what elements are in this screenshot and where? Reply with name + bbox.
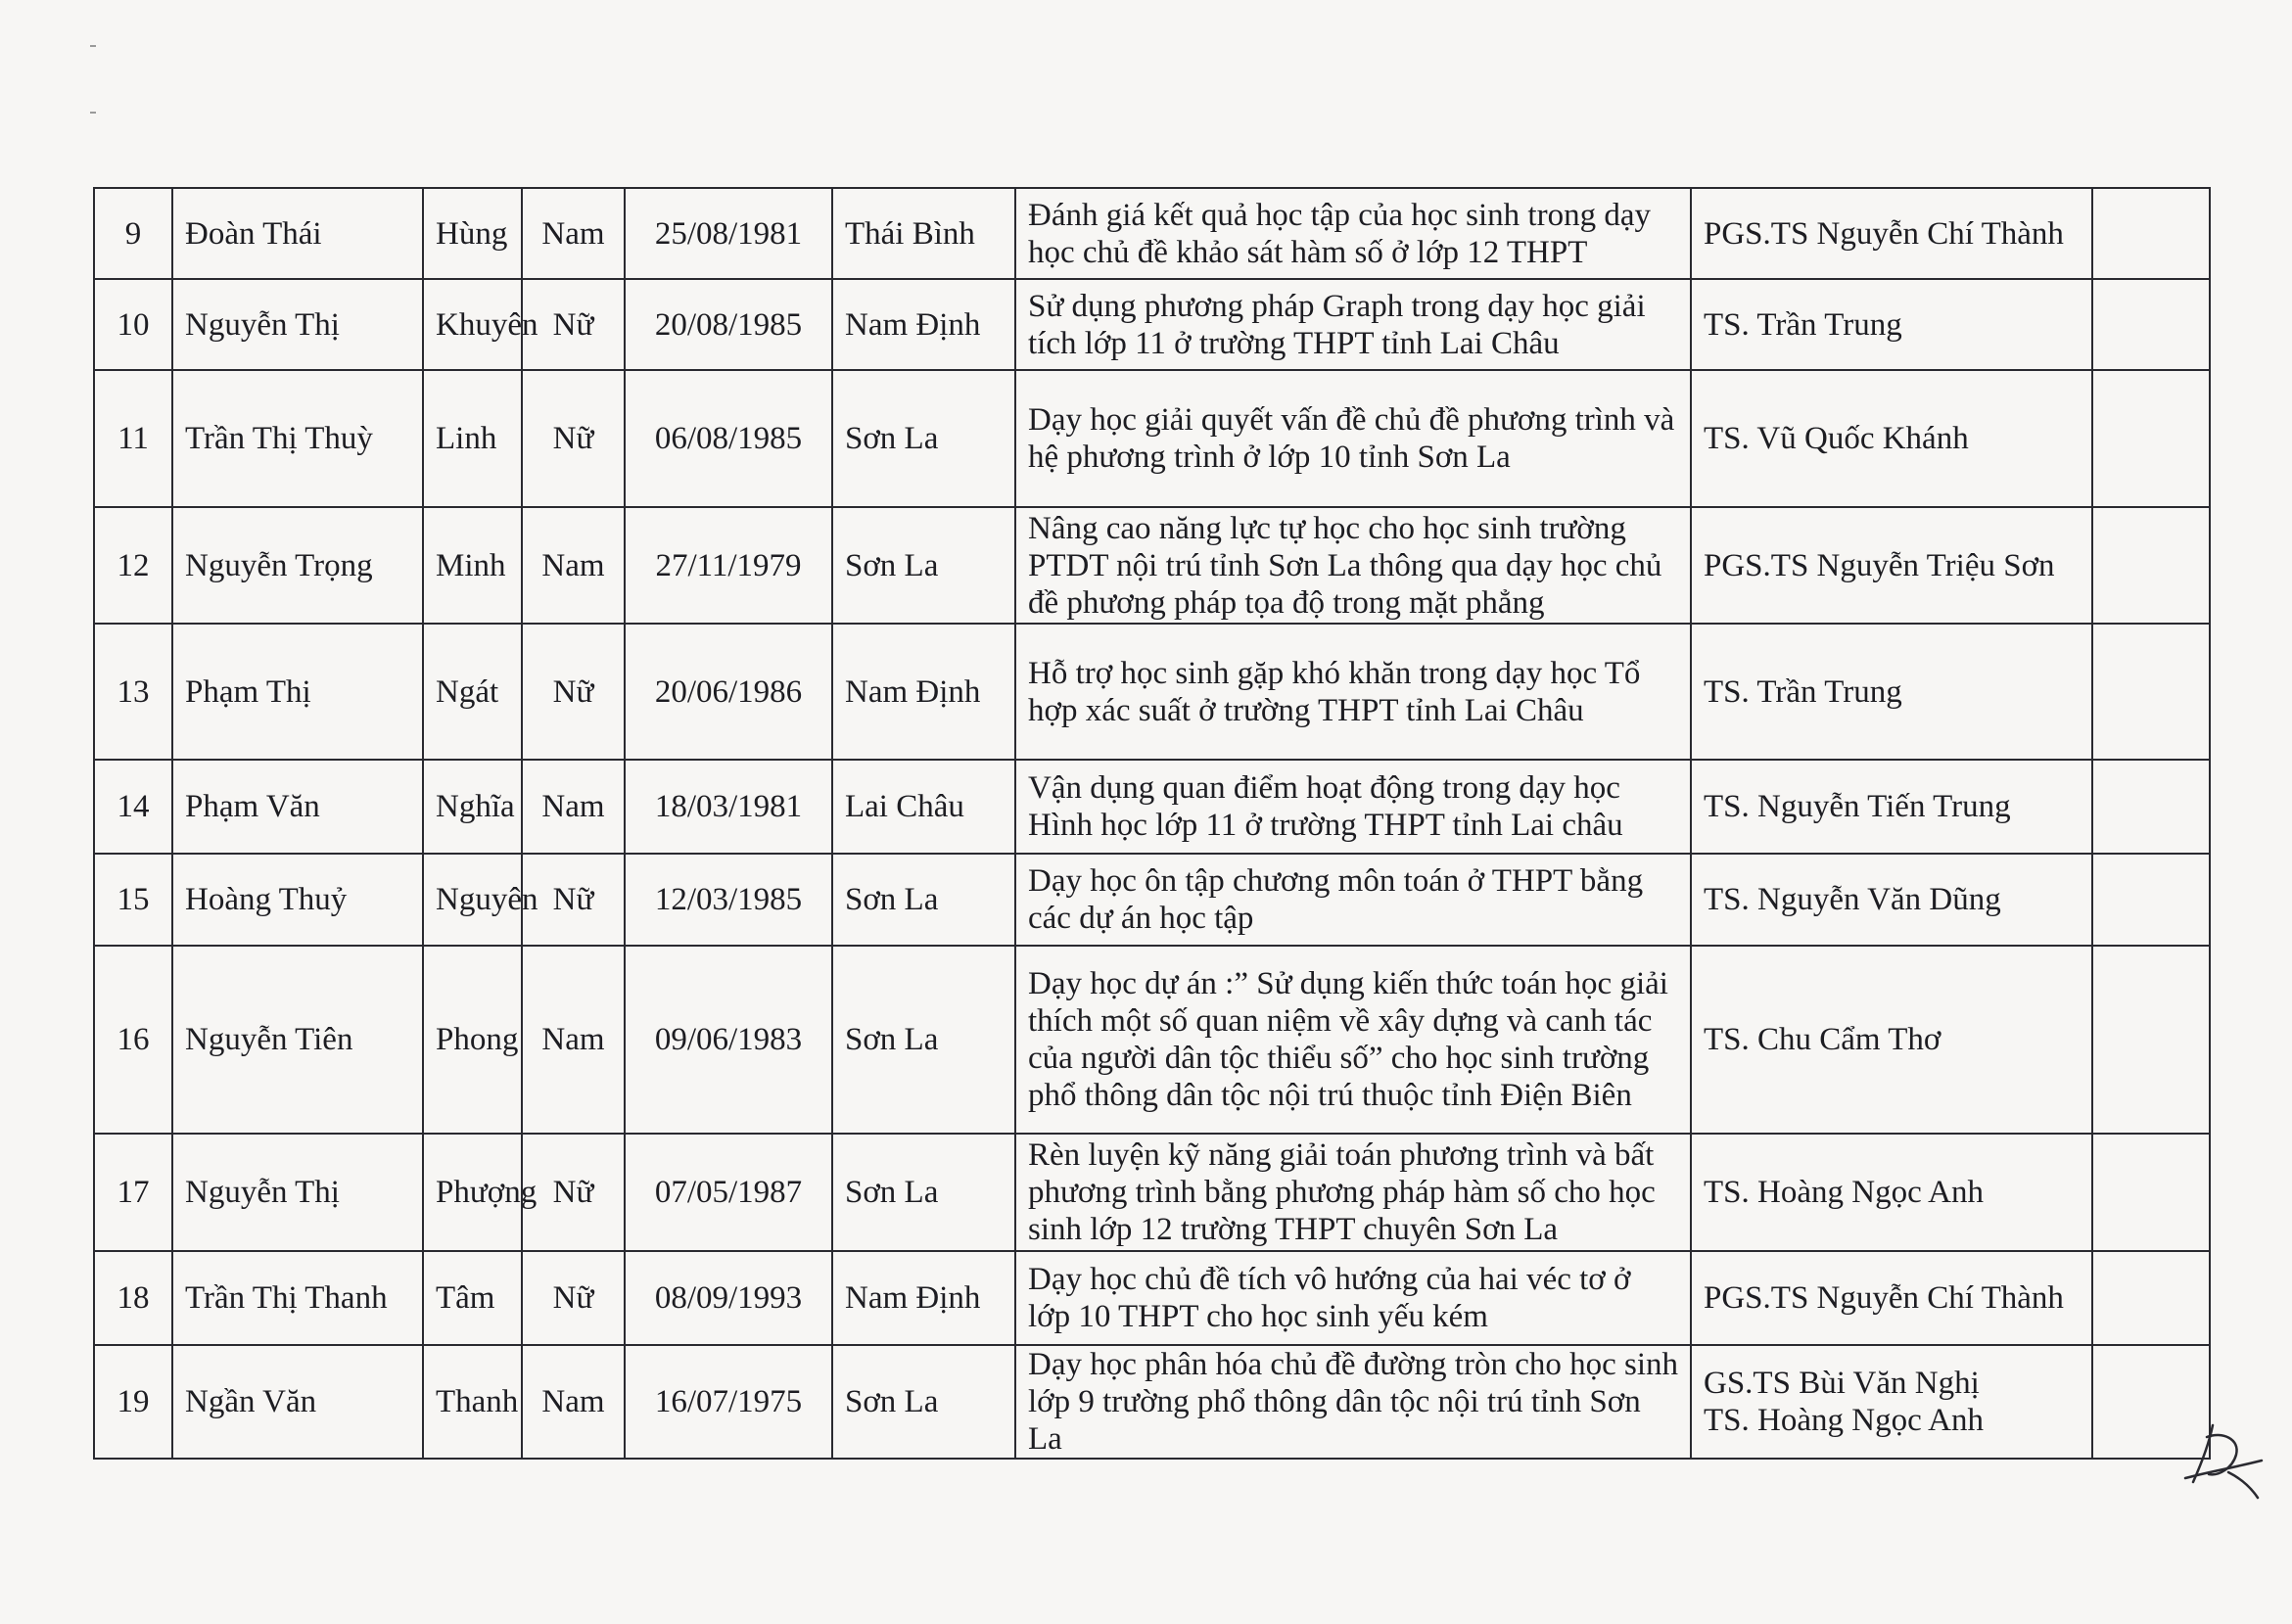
thesis-topic: Dạy học giải quyết vấn đề chủ đề phương trình và hệ phương trình ở lớp 10 tỉnh Sơn La xyxy=(1015,370,1691,507)
table-row xyxy=(94,1345,2210,1459)
last-middle-name: Phạm Thị xyxy=(172,624,423,760)
advisor xyxy=(1691,1345,2092,1459)
hometown: Sơn La xyxy=(832,946,1015,1134)
row-number: 18 xyxy=(94,1251,172,1345)
advisor-name: TS. Vũ Quốc Khánh xyxy=(1704,421,1969,456)
date-of-birth: 25/08/1981 xyxy=(625,188,832,279)
table-row xyxy=(94,946,2210,1134)
notes-cell xyxy=(2092,624,2210,760)
table-row xyxy=(94,1134,2210,1251)
hometown: Thái Bình xyxy=(832,188,1015,279)
first-name: Linh xyxy=(423,370,522,507)
notes-cell xyxy=(2092,188,2210,279)
gender: Nữ xyxy=(522,854,625,946)
last-middle-name: Phạm Văn xyxy=(172,760,423,854)
last-middle-name: Nguyễn Thị xyxy=(172,1134,423,1251)
hometown: Sơn La xyxy=(832,1345,1015,1459)
table-row xyxy=(94,370,2210,507)
advisor-name: GS.TS Bùi Văn Nghị xyxy=(1704,1366,1980,1401)
advisor-name: TS. Hoàng Ngọc Anh xyxy=(1704,1175,1984,1210)
notes-cell xyxy=(2092,1134,2210,1251)
date-of-birth: 27/11/1979 xyxy=(625,507,832,624)
table-row xyxy=(94,188,2210,279)
date-of-birth: 08/09/1993 xyxy=(625,1251,832,1345)
row-number: 17 xyxy=(94,1134,172,1251)
last-middle-name: Đoàn Thái xyxy=(172,188,423,279)
first-name: Nguyên xyxy=(423,854,522,946)
first-name: Tâm xyxy=(423,1251,522,1345)
first-name: Phong xyxy=(423,946,522,1134)
gender: Nam xyxy=(522,188,625,279)
table-row xyxy=(94,624,2210,760)
advisor-name: PGS.TS Nguyễn Triệu Sơn xyxy=(1704,547,2055,583)
thesis-topic: Đánh giá kết quả học tập của học sinh trong dạy học chủ đề khảo sát hàm số ở lớp 12 THPT xyxy=(1015,188,1691,279)
row-number: 9 xyxy=(94,188,172,279)
thesis-topic: Dạy học ôn tập chương môn toán ở THPT bằng các dự án học tập xyxy=(1015,854,1691,946)
row-number: 16 xyxy=(94,946,172,1134)
gender: Nam xyxy=(522,507,625,624)
table-row xyxy=(94,760,2210,854)
first-name: Minh xyxy=(423,507,522,624)
advisor-name: TS. Chu Cẩm Thơ xyxy=(1704,1022,1941,1057)
notes-cell xyxy=(2092,760,2210,854)
advisor xyxy=(1691,1251,2092,1345)
thesis-topic: Dạy học chủ đề tích vô hướng của hai véc tơ ở lớp 10 THPT cho học sinh yếu kém xyxy=(1015,1251,1691,1345)
advisor xyxy=(1691,507,2092,624)
thesis-topic: Rèn luyện kỹ năng giải toán phương trình và bất phương trình bằng phương pháp hàm số cho học sinh lớp 12 trường THPT chuyên Sơn La xyxy=(1015,1134,1691,1251)
scan-mark xyxy=(90,45,96,47)
gender: Nữ xyxy=(522,624,625,760)
table-row xyxy=(94,1251,2210,1345)
last-middle-name: Hoàng Thuỷ xyxy=(172,854,423,946)
last-middle-name: Trần Thị Thuỳ xyxy=(172,370,423,507)
hometown: Sơn La xyxy=(832,507,1015,624)
first-name: Phượng xyxy=(423,1134,522,1251)
gender: Nữ xyxy=(522,370,625,507)
row-number: 14 xyxy=(94,760,172,854)
advisor xyxy=(1691,854,2092,946)
notes-cell xyxy=(2092,507,2210,624)
hometown: Sơn La xyxy=(832,370,1015,507)
advisor-name: PGS.TS Nguyễn Chí Thành xyxy=(1704,1280,2064,1316)
date-of-birth: 09/06/1983 xyxy=(625,946,832,1134)
student-thesis-table xyxy=(93,187,2211,1460)
row-number: 10 xyxy=(94,279,172,370)
advisor-name: TS. Nguyễn Tiến Trung xyxy=(1704,789,2011,824)
advisor-name: TS. Nguyễn Văn Dũng xyxy=(1704,882,2001,917)
last-middle-name: Ngần Văn xyxy=(172,1345,423,1459)
first-name: Nghĩa xyxy=(423,760,522,854)
date-of-birth: 20/06/1986 xyxy=(625,624,832,760)
date-of-birth: 16/07/1975 xyxy=(625,1345,832,1459)
hometown: Nam Định xyxy=(832,624,1015,760)
notes-cell xyxy=(2092,279,2210,370)
advisor-name: TS. Trần Trung xyxy=(1704,673,1902,710)
notes-cell xyxy=(2092,854,2210,946)
hometown: Nam Định xyxy=(832,279,1015,370)
advisor xyxy=(1691,1134,2092,1251)
hometown: Sơn La xyxy=(832,1134,1015,1251)
first-name: Ngát xyxy=(423,624,522,760)
advisor xyxy=(1691,188,2092,279)
table-row xyxy=(94,854,2210,946)
advisor xyxy=(1691,946,2092,1134)
last-middle-name: Trần Thị Thanh xyxy=(172,1251,423,1345)
table-row xyxy=(94,507,2210,624)
row-number: 12 xyxy=(94,507,172,624)
date-of-birth: 20/08/1985 xyxy=(625,279,832,370)
thesis-topic: Dạy học phân hóa chủ đề đường tròn cho học sinh lớp 9 trường phổ thông dân tộc nội trú tỉnh Sơn La xyxy=(1015,1345,1691,1459)
hometown: Sơn La xyxy=(832,854,1015,946)
scan-mark xyxy=(90,112,96,114)
hometown: Nam Định xyxy=(832,1251,1015,1345)
row-number: 11 xyxy=(94,370,172,507)
last-middle-name: Nguyễn Tiên xyxy=(172,946,423,1134)
thesis-topic: Sử dụng phương pháp Graph trong dạy học giải tích lớp 11 ở trường THPT tỉnh Lai Châu xyxy=(1015,279,1691,370)
first-name: Thanh xyxy=(423,1345,522,1459)
first-name: Khuyên xyxy=(423,279,522,370)
notes-cell xyxy=(2092,370,2210,507)
hometown: Lai Châu xyxy=(832,760,1015,854)
date-of-birth: 06/08/1985 xyxy=(625,370,832,507)
thesis-topic: Nâng cao năng lực tự học cho học sinh trường PTDT nội trú tỉnh Sơn La thông qua dạy học chủ đề phương pháp tọa độ trong mặt phẳng xyxy=(1015,507,1691,624)
first-name: Hùng xyxy=(423,188,522,279)
last-middle-name: Nguyễn Trọng xyxy=(172,507,423,624)
advisor-name: TS. Trần Trung xyxy=(1704,306,1902,343)
advisor-name: PGS.TS Nguyễn Chí Thành xyxy=(1704,215,2064,252)
advisor xyxy=(1691,624,2092,760)
gender: Nữ xyxy=(522,279,625,370)
thesis-topic: Vận dụng quan điểm hoạt động trong dạy học Hình học lớp 11 ở trường THPT tỉnh Lai châu xyxy=(1015,760,1691,854)
thesis-topic: Hỗ trợ học sinh gặp khó khăn trong dạy học Tổ hợp xác suất ở trường THPT tỉnh Lai Châu xyxy=(1015,624,1691,760)
gender: Nam xyxy=(522,1345,625,1459)
thesis-topic: Dạy học dự án :” Sử dụng kiến thức toán học giải thích một số quan niệm về xây dựng và canh tác của người dân tộc thiểu số” cho học sinh trường phổ thông dân tộc nội trú thuộc tỉnh Điện Biên xyxy=(1015,946,1691,1134)
notes-cell xyxy=(2092,1251,2210,1345)
row-number: 13 xyxy=(94,624,172,760)
date-of-birth: 18/03/1981 xyxy=(625,760,832,854)
date-of-birth: 12/03/1985 xyxy=(625,854,832,946)
notes-cell xyxy=(2092,946,2210,1134)
gender: Nữ xyxy=(522,1134,625,1251)
advisor xyxy=(1691,370,2092,507)
last-middle-name: Nguyễn Thị xyxy=(172,279,423,370)
date-of-birth: 07/05/1987 xyxy=(625,1134,832,1251)
advisor xyxy=(1691,279,2092,370)
gender: Nữ xyxy=(522,1251,625,1345)
row-number: 19 xyxy=(94,1345,172,1459)
handwritten-signature xyxy=(2179,1417,2269,1508)
advisor-name-secondary: TS. Hoàng Ngọc Anh xyxy=(1704,1403,1984,1438)
gender: Nam xyxy=(522,760,625,854)
table-row xyxy=(94,279,2210,370)
row-number: 15 xyxy=(94,854,172,946)
advisor xyxy=(1691,760,2092,854)
gender: Nam xyxy=(522,946,625,1134)
